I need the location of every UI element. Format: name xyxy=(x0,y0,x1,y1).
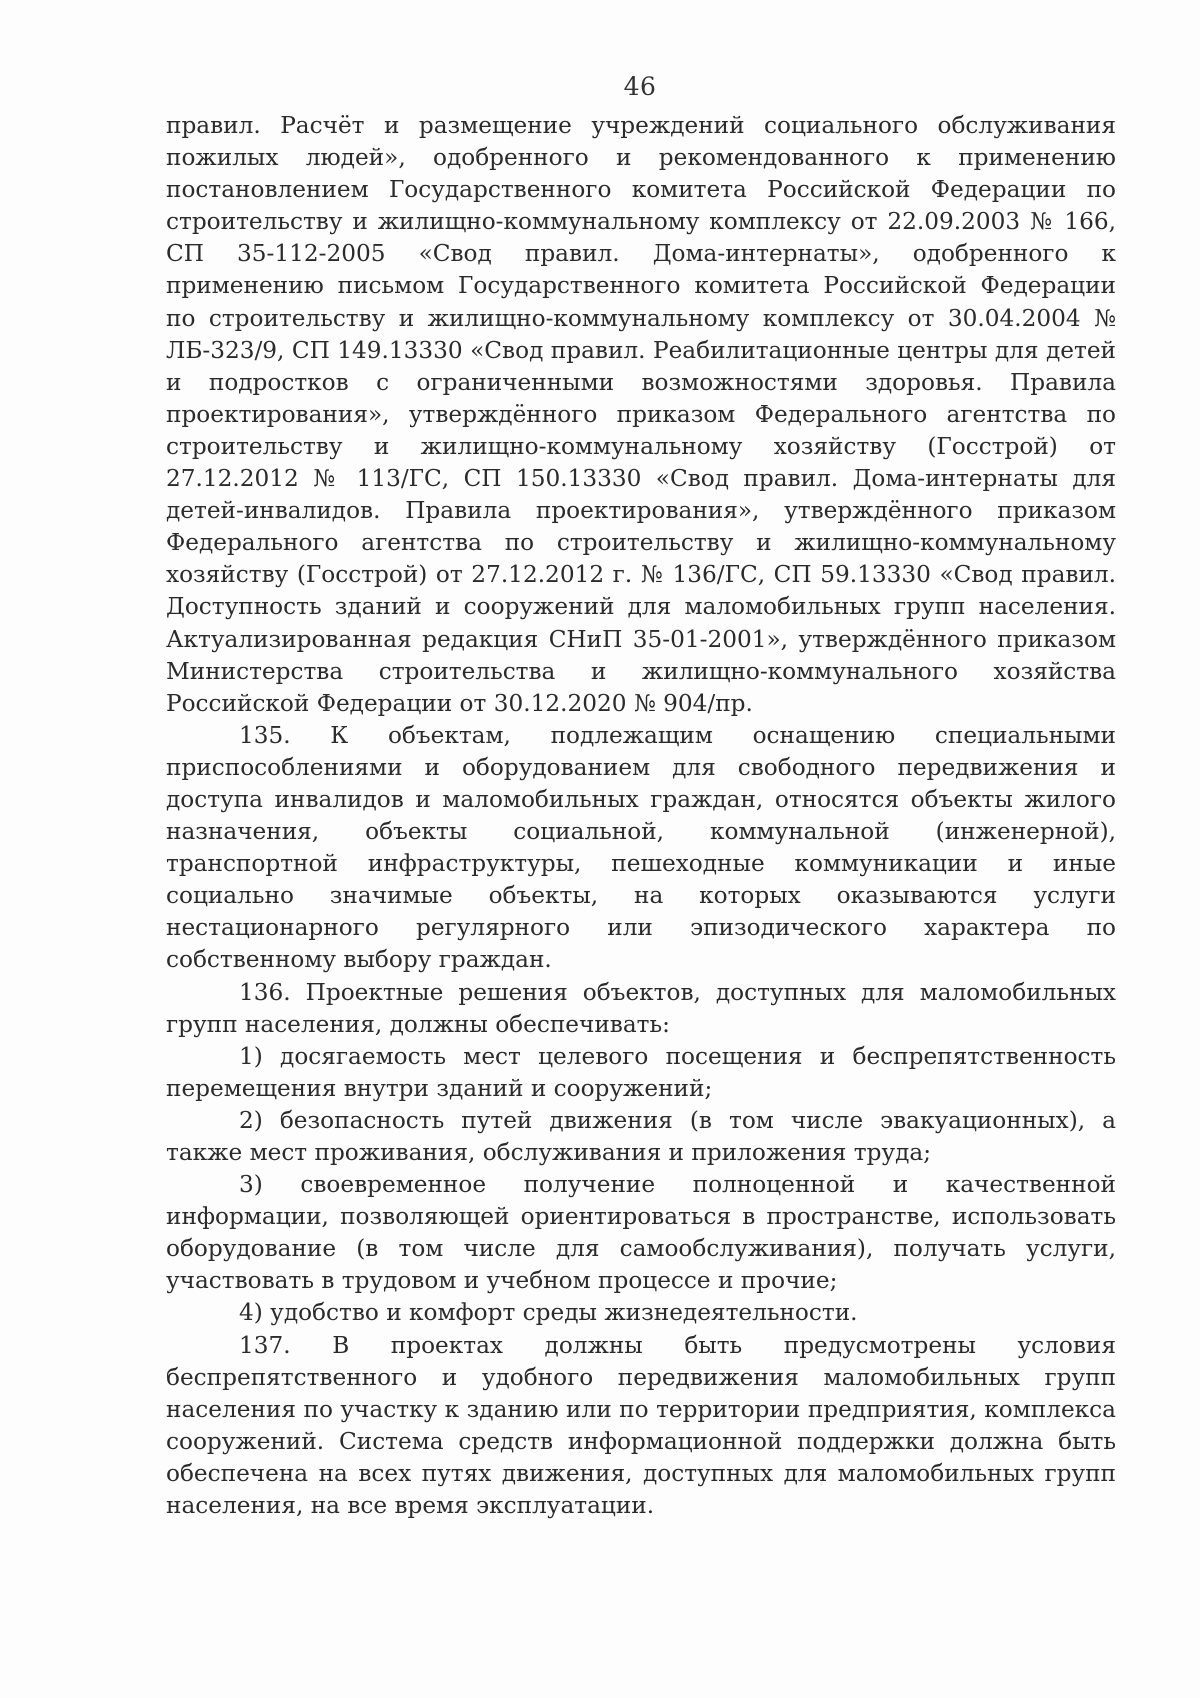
document-body xyxy=(166,110,1116,1522)
list-item-136-3: 3) своевременное получение полноценной и качественной информации, позволяющей ориентироваться в пространстве, использовать оборудование (в том числе для самообслуживания), получать услуги, участвовать в трудовом и учебном процессе и прочие; xyxy=(166,1171,1116,1295)
paragraph-continuation: правил. Расчёт и размещение учреждений социального обслуживания пожилых людей», одобренного и рекомендованного к применению постановлением Государственного комитета Российской Федерации по строительству и жилищно-коммунальному комплексу от 22.09.2003 № 166, СП 35-112-2005 «Свод правил. Дома-интернаты», одобренного к применению письмом Государственного комитета Российской Федерации по строительству и жилищно-коммунальному комплексу от 30.04.2004 № ЛБ-323/9, СП 149.13330 «Свод правил. Реабилитационные центры для детей и подростков с ограниченными возможностями здоровья. Правила проектирования», утверждённого приказом Федерального агентства по строительству и жилищно-коммунальному хозяйству (Госстрой) от 27.12.2012 № 113/ГС, СП 150.13330 «Свод правил. Дома-интернаты для детей-инвалидов. Правила проектирования», утверждённого приказом Федерального агентства по строительству и жилищно-коммунальному хозяйству (Госстрой) от 27.12.2012 г. № 136/ГС, СП 59.13330 «Свод правил. Доступность зданий и сооружений для маломобильных групп населения. Актуализированная редакция СНиП 35-01-2001», утверждённого приказом Министерства строительства и жилищно-коммунального хозяйства Российской Федерации от 30.12.2020 № 904/пр. xyxy=(166,112,1116,717)
paragraph-item-137: 137. В проектах должны быть предусмотрены условия беспрепятственного и удобного передвижения маломобильных групп населения по участку к зданию или по территории предприятия, комплекса сооружений. Система средств информационной поддержки должна быть обеспечена на всех путях движения, доступных для маломобильных групп населения, на все время эксплуатации. xyxy=(166,1331,1116,1520)
paragraph-item-135: 135. К объектам, подлежащим оснащению специальными приспособлениями и оборудованием для свободного передвижения и доступа инвалидов и маломобильных граждан, относятся объекты жилого назначения, объекты социальной, коммунальной (инженерной), транспортной инфраструктуры, пешеходные коммуникации и иные социально значимые объекты, на которых оказываются услуги нестационарного регулярного или эпизодического характера по собственному выбору граждан. xyxy=(166,721,1116,974)
list-item-136-4: 4) удобство и комфорт среды жизнедеятельности. xyxy=(239,1299,858,1327)
list-item-136-2: 2) безопасность путей движения (в том числе эвакуационных), а также мест проживания, обслуживания и приложения труда; xyxy=(166,1106,1116,1166)
page-number: 46 xyxy=(623,72,657,101)
list-item-136-1: 1) досягаемость мест целевого посещения и беспрепятственность перемещения внутри зданий и сооружений; xyxy=(166,1042,1116,1102)
paragraph-item-136: 136. Проектные решения объектов, доступных для маломобильных групп населения, должны обеспечивать: xyxy=(166,978,1116,1038)
